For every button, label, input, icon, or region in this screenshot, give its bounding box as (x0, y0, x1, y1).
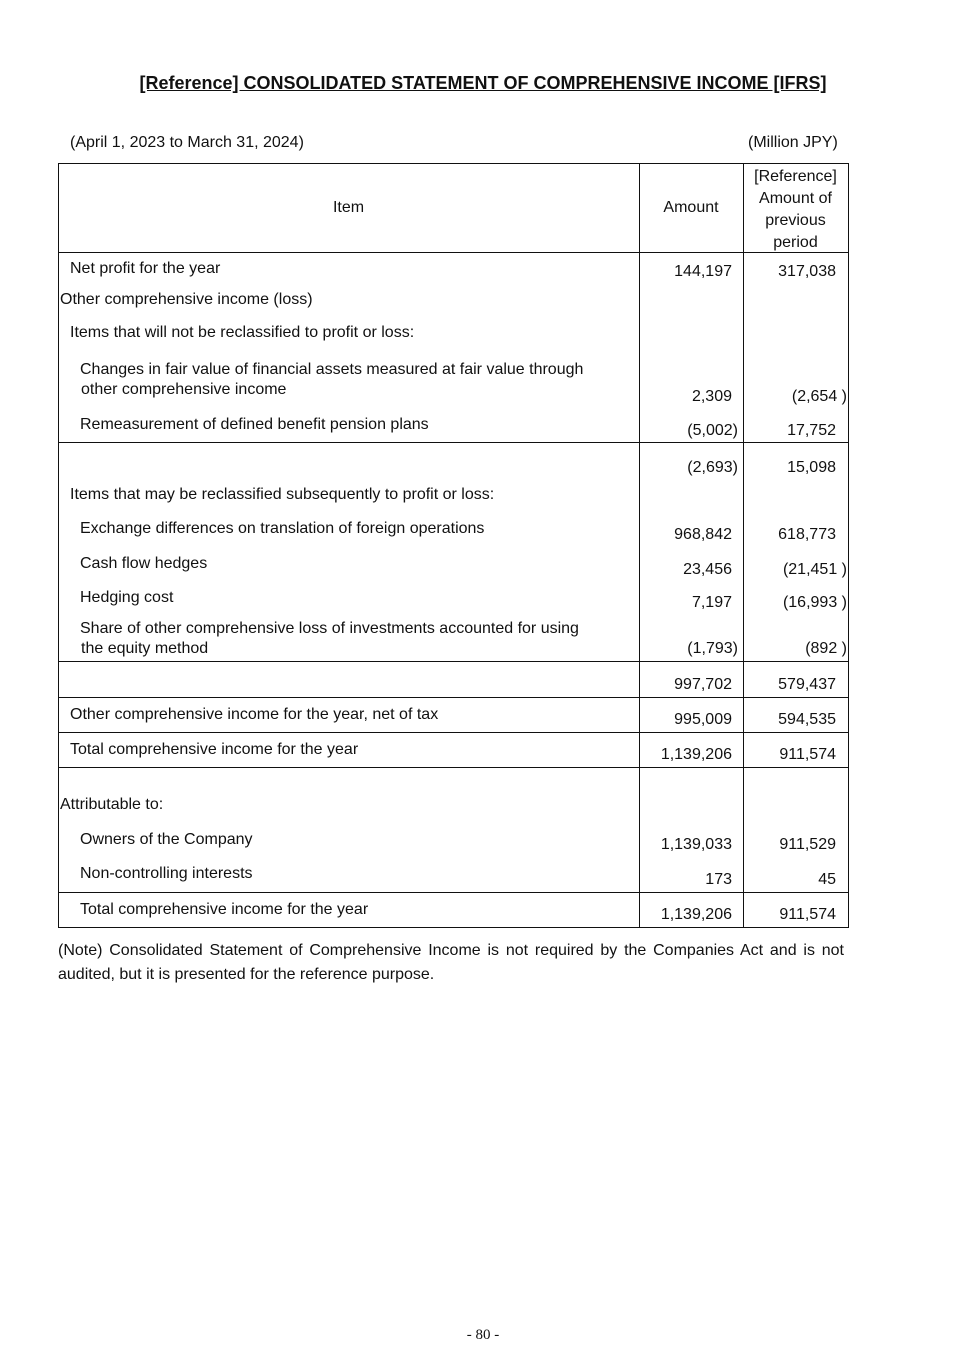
header-previous: previous (765, 212, 826, 229)
previous-value: 45 (818, 871, 836, 888)
amount-value: 1,139,206 (660, 906, 732, 923)
table-rule (58, 767, 849, 768)
table-column-rule (58, 163, 59, 928)
row-label: Non-controlling interests (80, 865, 253, 882)
previous-value: 17,752 (787, 422, 836, 439)
row-label: Exchange differences on translation of foreign operations (80, 520, 485, 537)
amount-value: 1,139,206 (660, 746, 732, 763)
amount-value: 23,456 (683, 561, 732, 578)
amount-value: 968,842 (674, 526, 732, 543)
previous-value: (892 ) (805, 640, 847, 657)
row-label: Total comprehensive income for the year (80, 901, 369, 918)
previous-value: (2,654 ) (791, 388, 847, 405)
unit-label: (Million JPY) (748, 134, 838, 151)
amount-value: 173 (705, 871, 732, 888)
table-rule (58, 661, 849, 662)
table-rule (58, 442, 849, 443)
table-rule (58, 252, 849, 253)
row-label: Remeasurement of defined benefit pension plans (80, 416, 429, 433)
table-column-rule (639, 163, 640, 928)
header-previous: period (773, 234, 818, 251)
row-label: Other comprehensive income for the year, net of tax (70, 706, 439, 723)
row-label: Net profit for the year (70, 260, 221, 277)
previous-value: (16,993 ) (782, 594, 847, 611)
header-item: Item (332, 199, 365, 216)
row-label: Items that will not be reclassified to profit or loss: (70, 324, 415, 341)
row-label: Share of other comprehensive loss of investments accounted for using (80, 620, 579, 637)
row-label: the equity method (81, 640, 209, 657)
previous-value: (21,451 ) (782, 561, 847, 578)
row-label: Other comprehensive income (loss) (60, 291, 313, 308)
row-label: Cash flow hedges (80, 555, 208, 572)
previous-value: 594,535 (778, 711, 836, 728)
amount-value: 2,309 (691, 388, 732, 405)
row-label: Changes in fair value of financial assets measured at fair value through (80, 361, 584, 378)
amount-value: (2,693) (687, 459, 738, 476)
row-label: Total comprehensive income for the year (70, 741, 359, 758)
header-previous: [Reference] (754, 168, 837, 185)
table-rule (58, 732, 849, 733)
page-number: - 80 - (466, 1327, 500, 1343)
row-label: Owners of the Company (80, 831, 253, 848)
amount-value: (1,793) (687, 640, 738, 657)
amount-value: 7,197 (691, 594, 732, 611)
row-label: Attributable to: (60, 796, 164, 813)
amount-value: (5,002) (687, 422, 738, 439)
table-rule (58, 697, 849, 698)
previous-value: 911,574 (779, 906, 836, 923)
previous-value: 618,773 (778, 526, 836, 543)
amount-value: 997,702 (674, 676, 732, 693)
header-amount: Amount (663, 199, 719, 216)
previous-value: 911,574 (779, 746, 836, 763)
table-rule (58, 163, 849, 164)
previous-value: 579,437 (778, 676, 836, 693)
previous-value: 911,529 (779, 836, 836, 853)
period-label: (April 1, 2023 to March 31, 2024) (70, 134, 304, 151)
amount-value: 995,009 (674, 711, 732, 728)
previous-value: 15,098 (787, 459, 836, 476)
document-title: [Reference] CONSOLIDATED STATEMENT OF COMPREHENSIVE INCOME [IFRS] (139, 73, 827, 93)
amount-value: 144,197 (674, 263, 732, 280)
table-rule (58, 927, 849, 928)
row-label: other comprehensive income (81, 381, 287, 398)
table-column-rule (848, 163, 849, 928)
note: (Note) Consolidated Statement of Comprehensive Income is not required by the Companies Act and is not audited, but it is presented for the reference purpose. (58, 942, 844, 983)
row-label: Items that may be reclassified subsequently to profit or loss: (70, 486, 495, 503)
table-column-rule (743, 163, 744, 928)
header-previous: Amount of (759, 190, 832, 207)
table-rule (58, 892, 849, 893)
previous-value: 317,038 (778, 263, 836, 280)
amount-value: 1,139,033 (660, 836, 732, 853)
row-label: Hedging cost (80, 589, 174, 606)
